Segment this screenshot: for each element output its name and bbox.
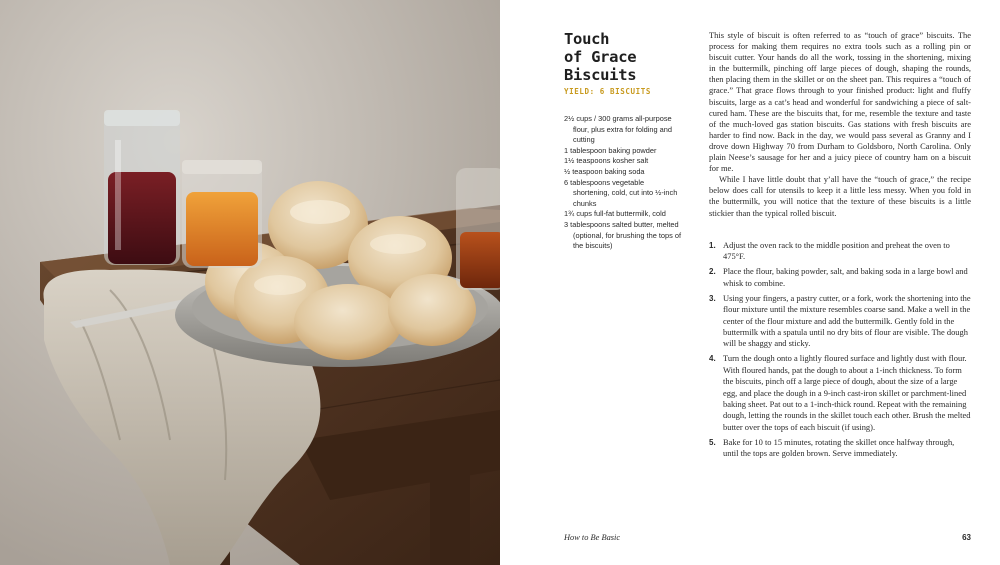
recipe-title	[564, 30, 704, 84]
step-text: Place the flour, baking powder, salt, and baking soda in a large bowl and whisk to combine.	[723, 266, 968, 288]
step-text: Turn the dough onto a lightly floured surface and lightly dust with flour. With floured hands, pat the dough to about a 1-inch thickness. To form the biscuits, pinch off a large piece of dough, about the size of a large egg, and place the dough in a 9-inch cast-iron skillet or parchment-lined baking sheet. Pat out to a 1-inch-thick round. Repeat with the remaining dough, letting the rounds in the skillet touch each other. Brush the melted butter over the tops of each biscuit (if using).	[723, 353, 971, 432]
recipe-title-line-1: Touch	[564, 30, 610, 48]
recipe-page	[500, 0, 1000, 565]
step-item	[709, 293, 971, 350]
ingredient-item: 3 tablespoons salted butter, melted (optional, for brushing the tops of the biscuits)	[564, 219, 682, 251]
recipe-steps	[709, 240, 971, 463]
page-number: 63	[962, 533, 971, 542]
ingredient-item: 2½ cups / 300 grams all-purpose flour, plus extra for folding and cutting	[564, 114, 673, 145]
step-item	[709, 266, 971, 289]
ingredient-item: ½ teaspoon baking soda	[564, 166, 645, 176]
ingredient-item: 1½ teaspoons kosher salt	[564, 156, 649, 166]
running-footer-title: How to Be Basic	[564, 533, 621, 542]
step-number: 2.	[709, 267, 716, 277]
recipe-title-line-3: Biscuits	[564, 66, 637, 84]
step-number: 4.	[709, 354, 716, 364]
ingredient-list	[564, 114, 682, 252]
recipe-title-line-2: of Grace	[564, 48, 637, 66]
ingredient-item: 1¾ cups full-fat buttermilk, cold	[564, 209, 666, 219]
intro-paragraph: This style of biscuit is often referred to as “touch of grace” biscuits. The process for making them requires no extra tools such as a rolling pin or biscuit cutter. Your hands do all the work, tossing in the shortening, mixing in the buttermilk, pinching off large pieces of dough, shaping the rounds, then placing them in the skillet or on the sheet pan. This requires a “touch of grace.” That grace flows through to your finished product: light and fluffy biscuits, large as a cat’s head and wonderful for sandwiching a piece of salt-cured ham. These are the biscuits that, for me, resemble the texture and taste of the much-loved gas station biscuits. Gas stations with fresh biscuits are harder to find now. Back in the day, we would pass several as Granny and I drove down Highway 70 from Durham to Goldsboro, North Carolina. Only plain Neese’s sausage for her and a juicy piece of country ham on a biscuit for me.	[709, 30, 971, 174]
step-number: 5.	[709, 437, 716, 447]
step-number: 3.	[709, 293, 716, 303]
ingredient-item: 1 tablespoon baking powder	[564, 145, 657, 155]
step-text: Adjust the oven rack to the middle position and preheat the oven to 475°F.	[723, 240, 950, 262]
step-item	[709, 437, 971, 460]
intro-paragraph: While I have little doubt that y’all have the “touch of grace,” the recipe below does call for utensils to keep it a little less messy. When you fold in the buttermilk, you will notice that the texture of these biscuits is a little stickier than the typical rolled biscuit.	[709, 174, 971, 218]
recipe-yield: YIELD: 6 BISCUITS	[564, 87, 651, 96]
step-number: 1.	[709, 241, 716, 250]
ingredient-item: 6 tablespoons vegetable shortening, cold, cut into ½-inch chunks	[564, 177, 678, 208]
step-text: Using your fingers, a pastry cutter, or a fork, work the shortening into the flour mixture until the mixture resembles coarse sand. Make a well in the center of the flour mixture and add the buttermilk. Gently fold in the buttermilk with a spatula until no dry bits of flour are visible. The dough will be shaggy and sticky.	[723, 292, 971, 349]
recipe-intro	[709, 30, 971, 219]
step-item	[709, 353, 971, 433]
step-item	[709, 240, 971, 263]
step-text: Bake for 10 to 15 minutes, rotating the skillet once halfway through, until the tops are golden brown. Serve immediately.	[723, 436, 955, 459]
